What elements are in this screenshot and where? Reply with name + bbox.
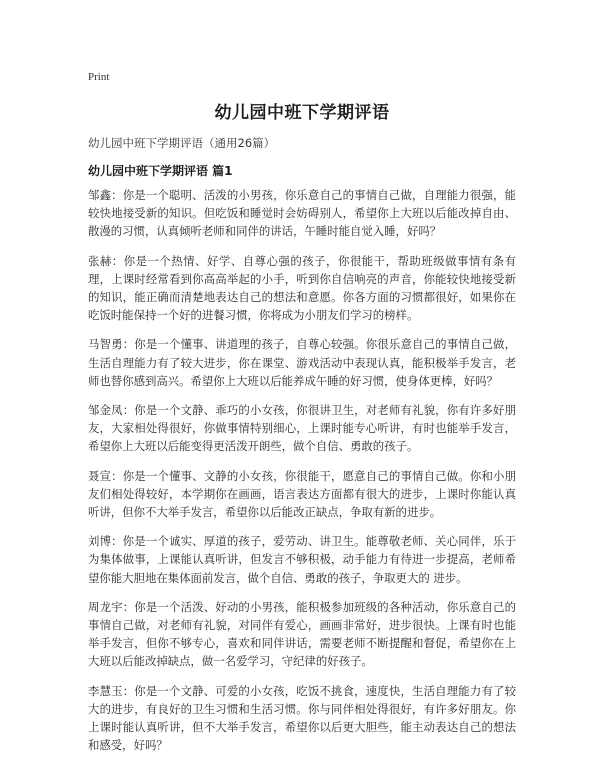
comment-paragraph: 张赫：你是一个热情、好学、自尊心强的孩子，你很能干，帮助班级做事情有条有理，上课时经常看到你高高举起的小手，听到你自信响亮的声音，你能较快地接受新的知识，能正确而清楚地表达自己的想法和意愿。你各方面的习惯都很好，如果你在吃饭时能保持一个好的进餐习惯，你将成为小朋友们学习的榜样。 [88,253,516,323]
comment-paragraph: 邹鑫：你是一个聪明、活泼的小男孩，你乐意自己的事情自己做，自理能力很强，能较快地接受新的知识。但吃饭和睡觉时会妨碍别人，希望你上大班以后能改掉自由、散漫的习惯，认真倾听老师和同伴的讲话，午睡时能自觉入睡，好吗？ [88,188,516,239]
comment-list [88,186,516,765]
comment-paragraph: 邹金凤：你是一个文静、乖巧的小女孩，你很讲卫生，对老师有礼貌，你有许多好朋友，大家相处得很好，你做事情特别细心，上课时能专心听讲，有时也能举手发言，希望你上大班以后能变得更活泼开朗些，做个自信、勇敢的孩子。 [88,403,516,454]
print-link[interactable]: Print [88,71,110,83]
comment-paragraph: 周龙宇：你是一个活泼、好动的小男孩，能积极参加班级的各种活动，你乐意自己的事情自己做，对老师有礼貌，对同伴有爱心，画画非常好，进步很快。上课有时也能举手发言，但你不够专心，喜欢和同伴讲话，需要老师不断提醒和督促，希望你在上大班以后能改掉缺点，做一名爱学习，守纪律的好孩子。 [88,599,516,669]
page-title: 幼儿园中班下学期评语 [214,103,390,123]
section-heading: 幼儿园中班下学期评语 篇1 [88,164,233,178]
document-subtitle: 幼儿园中班下学期评语（通用26篇） [88,136,276,150]
comment-paragraph: 马智勇：你是一个懂事、讲道理的孩子，自尊心较强。你很乐意自己的事情自己做，生活自理能力有了较大进步，你在课堂、游戏活动中表现认真，能积极举手发言，老师也替你感到高兴。希望你上大班以后能养成午睡的好习惯，使身体更棒，好吗？ [88,337,516,388]
comment-paragraph: 聂宣：你是一个懂事、文静的小女孩，你很能干，愿意自己的事情自己做。你和小朋友们相处得较好，本学期你在画画，语言表达方面都有很大的进步，上课时你能认真听讲，但你不大举手发言，希望你以后能改正缺点，争取有新的进步。 [88,468,516,520]
comment-paragraph: 李慧玉：你是一个文静、可爱的小女孩，吃饭不挑食，速度快，生活自理能力有了较大的进步，有良好的卫生习惯和生活习惯。你与同伴相处得很好，有许多好朋友。你上课时能认真听讲，但不大举手发言，希望你以后更大胆些，能主动表达自己的想法和感受，好吗？ [88,683,516,753]
comment-paragraph: 刘博：你是一个诚实、厚道的孩子，爱劳动、讲卫生。能尊敬老师、关心同伴，乐于为集体做事，上课能认真听讲，但发言不够积极，动手能力有待进一步提高，老师希望你能大胆地在集体面前发言，做个自信、勇敢的孩子，争取更大的 进步。 [88,534,516,585]
